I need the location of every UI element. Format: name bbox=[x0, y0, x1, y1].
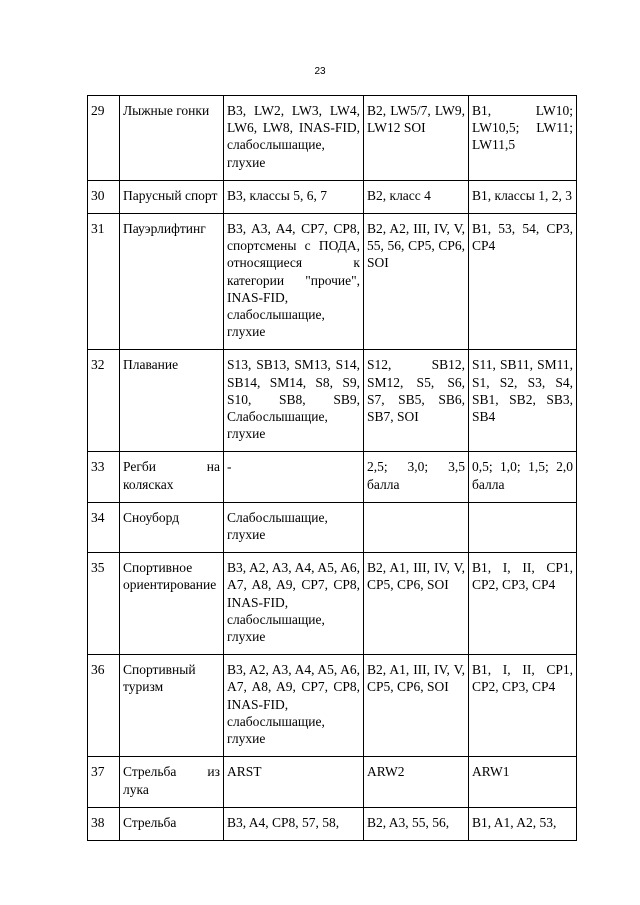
classes-group-c: B1, LW10; LW10,5; LW11; LW11,5 bbox=[469, 96, 577, 181]
classes-group-b: B2, класс 4 bbox=[364, 180, 469, 213]
table-row bbox=[88, 807, 577, 840]
row-number: 34 bbox=[88, 502, 120, 552]
classes-group-a: B3, A3, A4, CP7, CP8, спортсмены с ПОДА, относящиеся к категории "прочие", INAS-FID, слабослышащие, глухие bbox=[224, 214, 364, 350]
classes-group-a: Слабослышащие, глухие bbox=[224, 502, 364, 552]
row-number: 37 bbox=[88, 757, 120, 807]
classes-group-c: S11, SB11, SM11, S1, S2, S3, S4, SB1, SB2, SB3, SB4 bbox=[469, 350, 577, 452]
table-row bbox=[88, 655, 577, 757]
sport-name: Регби на колясках bbox=[120, 452, 224, 502]
page-number: 23 bbox=[314, 66, 326, 77]
row-number: 35 bbox=[88, 553, 120, 655]
classes-group-a: S13, SB13, SM13, S14, SB14, SM14, S8, S9, S10, SB8, SB9, Слабослышащие, глухие bbox=[224, 350, 364, 452]
table-row bbox=[88, 452, 577, 502]
classes-group-a: B3, LW2, LW3, LW4, LW6, LW8, INAS-FID, слабослышащие, глухие bbox=[224, 96, 364, 181]
table-row bbox=[88, 502, 577, 552]
row-number: 33 bbox=[88, 452, 120, 502]
sport-name: Пауэрлифтинг bbox=[120, 214, 224, 350]
classes-group-c: B1, 53, 54, CP3, CP4 bbox=[469, 214, 577, 350]
classes-group-a: B3, классы 5, 6, 7 bbox=[224, 180, 364, 213]
table-row bbox=[88, 553, 577, 655]
table-row bbox=[88, 180, 577, 213]
sport-name: Стрельба из лука bbox=[120, 757, 224, 807]
sport-name: Сноуборд bbox=[120, 502, 224, 552]
sport-name: Спортивное ориентирование bbox=[120, 553, 224, 655]
classes-group-b: B2, A1, III, IV, V, CP5, CP6, SOI bbox=[364, 553, 469, 655]
classes-group-c: ARW1 bbox=[469, 757, 577, 807]
classes-group-b bbox=[364, 502, 469, 552]
row-number: 38 bbox=[88, 807, 120, 840]
classes-group-c bbox=[469, 502, 577, 552]
table-row bbox=[88, 757, 577, 807]
classes-group-b: S12, SB12, SM12, S5, S6, S7, SB5, SB6, SB7, SOI bbox=[364, 350, 469, 452]
classes-group-b: ARW2 bbox=[364, 757, 469, 807]
sport-name: Парусный спорт bbox=[120, 180, 224, 213]
sport-name: Спортивный туризм bbox=[120, 655, 224, 757]
table-row bbox=[88, 96, 577, 181]
classes-group-a: ARST bbox=[224, 757, 364, 807]
row-number: 32 bbox=[88, 350, 120, 452]
row-number: 31 bbox=[88, 214, 120, 350]
classes-group-b: B2, A3, 55, 56, bbox=[364, 807, 469, 840]
classes-group-c: B1, A1, A2, 53, bbox=[469, 807, 577, 840]
table-row bbox=[88, 350, 577, 452]
classes-group-b: 2,5; 3,0; 3,5 балла bbox=[364, 452, 469, 502]
classes-group-a: B3, A2, A3, A4, A5, A6, A7, A8, A9, CP7, CP8, INAS-FID, слабослышащие, глухие bbox=[224, 553, 364, 655]
table-row bbox=[88, 214, 577, 350]
row-number: 30 bbox=[88, 180, 120, 213]
classes-group-b: B2, A2, III, IV, V, 55, 56, CP5, CP6, SOI bbox=[364, 214, 469, 350]
classification-table bbox=[87, 95, 577, 841]
classes-group-a: - bbox=[224, 452, 364, 502]
classes-group-b: B2, LW5/7, LW9, LW12 SOI bbox=[364, 96, 469, 181]
sport-name: Стрельба bbox=[120, 807, 224, 840]
classes-group-c: B1, классы 1, 2, 3 bbox=[469, 180, 577, 213]
classes-group-c: 0,5; 1,0; 1,5; 2,0 балла bbox=[469, 452, 577, 502]
classes-group-a: B3, A4, CP8, 57, 58, bbox=[224, 807, 364, 840]
row-number: 36 bbox=[88, 655, 120, 757]
sport-name: Плавание bbox=[120, 350, 224, 452]
sport-name: Лыжные гонки bbox=[120, 96, 224, 181]
classes-group-c: B1, I, II, CP1, CP2, CP3, CP4 bbox=[469, 553, 577, 655]
classes-group-c: B1, I, II, CP1, CP2, CP3, CP4 bbox=[469, 655, 577, 757]
classes-group-a: B3, A2, A3, A4, A5, A6, A7, A8, A9, CP7, CP8, INAS-FID, слабослышащие, глухие bbox=[224, 655, 364, 757]
classes-group-b: B2, A1, III, IV, V, CP5, CP6, SOI bbox=[364, 655, 469, 757]
row-number: 29 bbox=[88, 96, 120, 181]
